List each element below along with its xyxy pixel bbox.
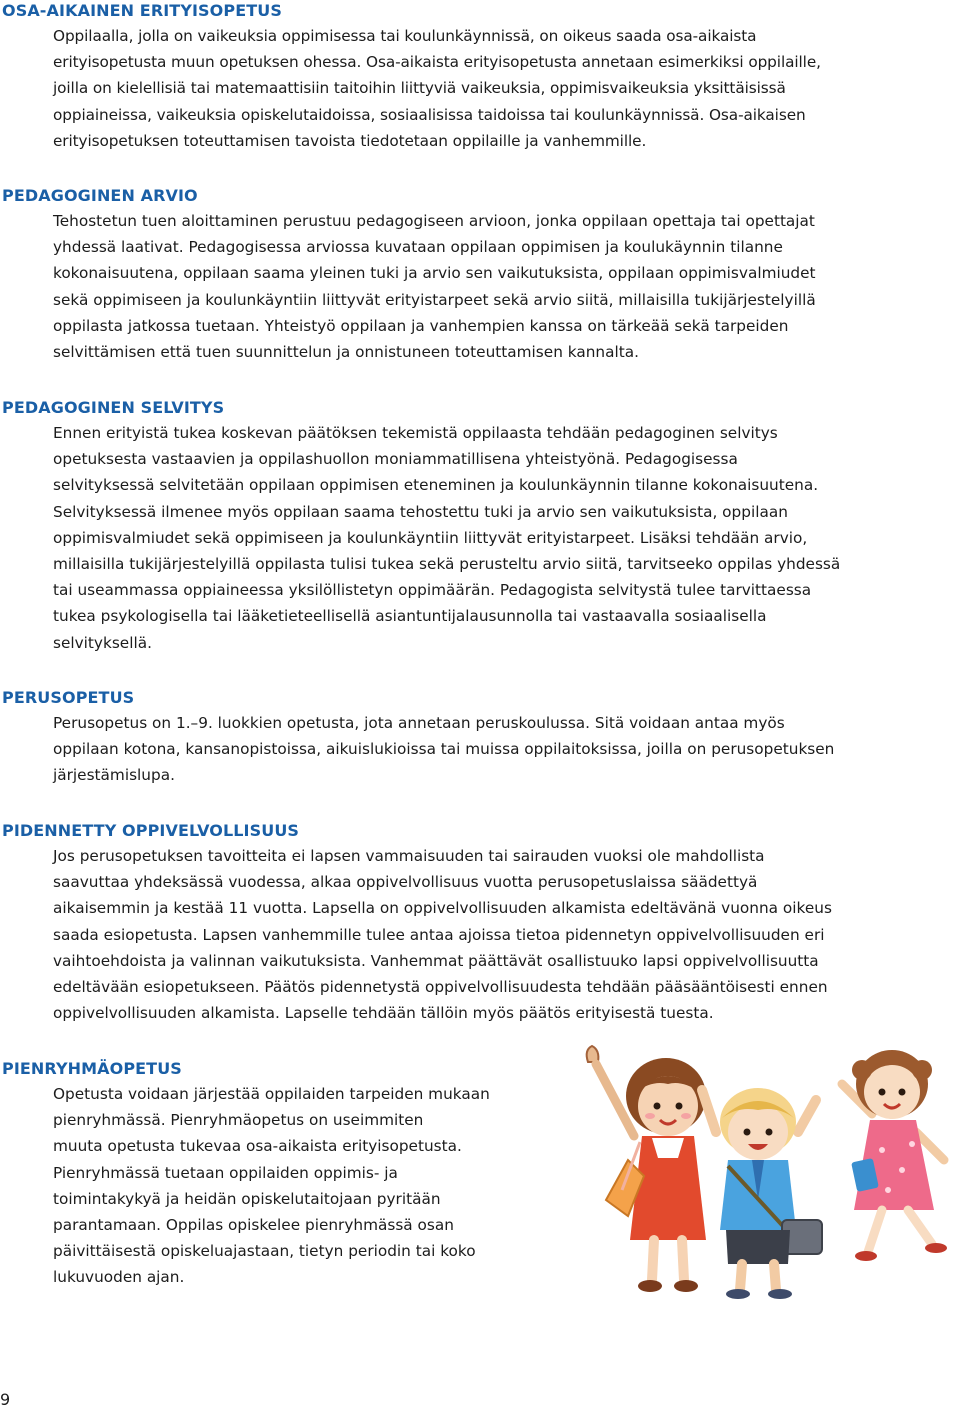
girl-right-figure [842,1050,947,1261]
section-heading: PEDAGOGINEN ARVIO [2,186,198,205]
text-line: sekä oppimiseen ja koulunkäyntiin liittyvät erityistarpeet sekä arvio siitä, millaisilla tukijärjestelyillä [53,290,816,309]
text-line: pienryhmässä. Pienryhmäopetus on useimmiten [53,1111,424,1130]
text-line: selvittämisen että tuen suunnittelun ja onnistuneen toteuttamisen kannalta. [53,343,639,362]
text-line: saavuttaa yhdeksässä vuodessa, alkaa oppivelvollisuus vuotta perusopetuslaissa säädettyä [53,873,758,892]
text-line: Oppilaalla, jolla on vaikeuksia oppimisessa tai koulunkäynnissä, on oikeus saada osa-aikaista [53,27,757,45]
section-heading: OSA-AIKAINEN ERITYISOPETUS [2,1,282,20]
section-body [53,1081,490,1291]
section-body [53,420,840,656]
text-line: kokonaisuutena, oppilaan saama yleinen tuki ja arvio sen vaikutuksista, oppilaan oppimisvalmiudet [53,264,816,283]
text-line: toimintakykyä ja heidän opiskelutaitojaan pyritään [53,1189,441,1208]
three-children-illustration [582,1040,960,1300]
page-number: 9 [0,1390,11,1409]
text-line: opetuksesta vastaavien ja oppilashuollon moniammatillisena yhteistyönä. Pedagogisessa [53,450,738,469]
section-body [53,843,832,1026]
text-line: Opetusta voidaan järjestää oppilaiden tarpeiden mukaan [53,1085,490,1103]
text-line: tukea psykologisella tai lääketieteellisellä asiantuntijalausunnolla tai vastaavalla sosiaalisella [53,607,767,626]
girl-left-figure [587,1046,706,1292]
text-line: päivittäisestä opiskeluajastaan, tietyn periodin tai koko [53,1242,476,1261]
section-heading: PIENRYHMÄOPETUS [2,1059,182,1078]
section-body [53,710,834,789]
text-line: aikaisemmin ja kestää 11 vuotta. Lapsella on oppivelvollisuuden alkamista edeltävänä vuonna oikeus [53,899,832,918]
text-line: vaihtoehdoista ja valinnan vaikutuksista. Vanhemmat päättävät osallistuuko lapsi oppivelvollisuutta [53,951,819,970]
section-body [53,208,816,365]
text-line: joilla on kielellisiä tai matemaattisiin taitoihin liittyviä vaikeuksia, oppimisvaikeuksia yksittäisissä [53,79,786,98]
text-line: oppiaineissa, vaikeuksia opiskelutaidoissa, sosiaalisissa taidoissa tai koulunkäynnissä. Osa-aikaisen [53,105,806,124]
text-line: Jos perusopetuksen tavoitteita ei lapsen vammaisuuden tai sairauden vuoksi ole mahdollista [53,847,765,865]
text-line: oppilasta jatkossa tuetaan. Yhteistyö oppilaan ja vanhempien kanssa on tärkeää sekä tarpeiden [53,316,789,335]
text-line: Perusopetus on 1.–9. luokkien opetusta, jota annetaan peruskoulussa. Sitä voidaan antaa myös [53,714,785,732]
section-heading: PEDAGOGINEN SELVITYS [2,398,225,417]
section-heading: PIDENNETTY OPPIVELVOLLISUUS [2,821,300,840]
text-line: järjestämislupa. [53,766,175,785]
text-line: oppilaan kotona, kansanopistoissa, aikuislukioissa tai muissa oppilaitoksissa, joilla on perusopetuksen [53,740,835,759]
text-line: millaisilla tukijärjestelyillä oppilasta tulisi tukea sekä perusteltu arvio siitä, tarvitseeko oppilas yhdessä [53,555,841,574]
text-line: saada esiopetusta. Lapsen vanhemmille tulee antaa ajoissa tietoa pidennetyn oppivelvollisuuden eri [53,925,825,944]
text-line: tai useammassa oppiaineessa yksilöllistetyn oppimäärän. Pedagogista selvitystä tulee tarvittaessa [53,581,812,600]
text-line: lukuvuoden ajan. [53,1268,185,1287]
section-body [53,23,821,154]
boy-middle-figure [702,1088,822,1299]
text-line: oppimisvalmiudet sekä oppimiseen ja koulunkäyntiin liittyvät erityistarpeet. Lisäksi tehdään arvio, [53,528,808,547]
text-line: muuta opetusta tukevaa osa-aikaista erityisopetusta. [53,1137,462,1156]
text-line: Ennen erityistä tukea koskevan päätöksen tekemistä oppilaasta tehdään pedagoginen selvitys [53,424,778,442]
text-line: selvityksellä. [53,633,152,652]
text-line: yhdessä laativat. Pedagogisessa arviossa kuvataan oppilaan oppimisen ja koulukäynnin tilanne [53,238,783,257]
text-line: parantamaan. Oppilas opiskelee pienryhmässä osan [53,1216,454,1235]
text-line: erityisopetusta muun opetuksen ohessa. Osa-aikaista erityisopetusta annetaan esimerkiksi oppilaille, [53,53,821,72]
text-line: edeltävään esiopetukseen. Päätös pidennetystä oppivelvollisuudesta tehdään pääsääntöisesti ennen [53,978,828,997]
text-line: Selvityksessä ilmenee myös oppilaan saama tehostettu tuki ja arvio sen vaikutuksista, oppilaan [53,502,788,521]
section-heading: PERUSOPETUS [2,688,135,707]
text-line: selvityksessä selvitetään oppilaan oppimisen eteneminen ja koulunkäynnin tilanne kokonaisuutena. [53,476,819,495]
text-line: oppivelvollisuuden alkamista. Lapselle tehdään tällöin myös päätös erityisestä tuesta. [53,1004,714,1023]
text-line: Tehostetun tuen aloittaminen perustuu pedagogiseen arvioon, jonka oppilaan opettaja tai opettajat [53,212,815,230]
text-line: erityisopetuksen toteuttamisen tavoista tiedotetaan oppilaille ja vanhemmille. [53,131,647,150]
text-line: Pienryhmässä tuetaan oppilaiden oppimis- ja [53,1163,398,1182]
